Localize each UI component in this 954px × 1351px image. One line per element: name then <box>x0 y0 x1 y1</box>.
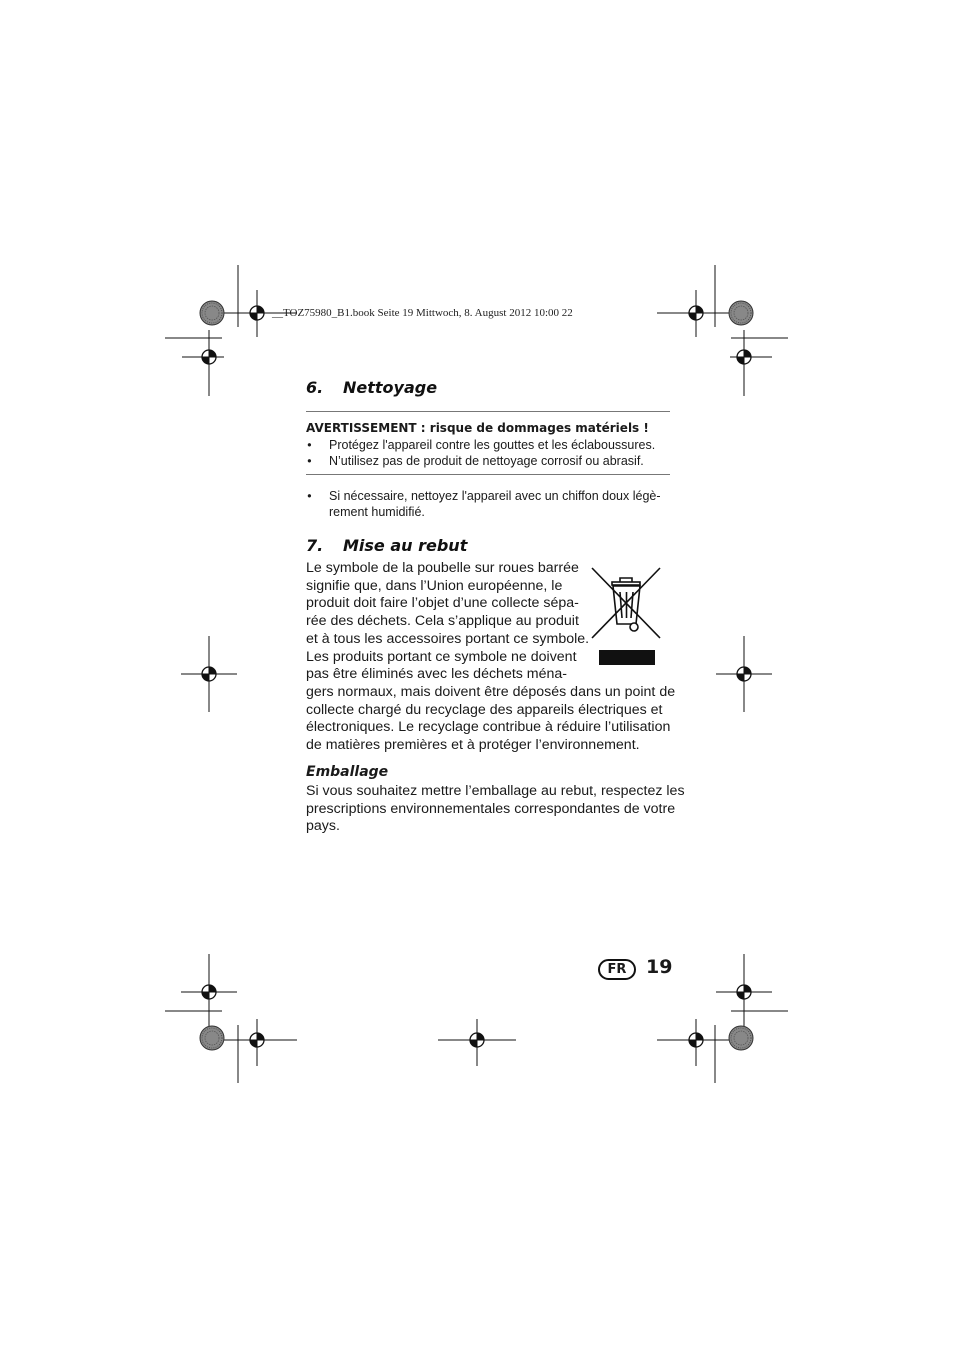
warning-item-text: N’utilisez pas de produit de nettoyage corrosif ou abrasif. <box>329 454 644 468</box>
bullet-icon: • <box>306 454 313 468</box>
language-badge: FR <box>598 959 636 980</box>
disposal-line: électroniques. Le recyclage contribue à réduire l’utilisation <box>306 719 671 736</box>
bullet-icon: • <box>306 489 313 503</box>
disposal-line: pas être éliminés avec les déchets ména- <box>306 666 568 683</box>
section-6-number: 6. <box>306 378 324 397</box>
disposal-line: Les produits portant ce symbole ne doivent <box>306 648 577 665</box>
packaging-paragraph <box>306 783 685 836</box>
disposal-line: et à tous les accessoires portant ce symbole. <box>306 630 590 647</box>
disposal-line: rée des déchets. Cela s’applique au produit <box>306 613 579 630</box>
packaging-line: pays. <box>306 818 340 835</box>
warning-top-rule <box>306 411 670 412</box>
section-7-number: 7. <box>306 536 324 555</box>
warning-bottom-rule <box>306 474 670 475</box>
cleaning-text-line-2: rement humidifié. <box>329 505 425 519</box>
cleaning-text-line-1: Si nécessaire, nettoyez l'appareil avec un chiffon doux légè- <box>329 489 661 503</box>
warning-item <box>306 453 670 469</box>
packaging-line: Si vous souhaitez mettre l’emballage au rebut, respectez les <box>306 783 685 799</box>
section-6-heading <box>306 378 437 397</box>
packaging-heading: Emballage <box>306 764 389 780</box>
section-6-title: Nettoyage <box>343 378 438 397</box>
file-info-line: __TOZ75980_B1.book Seite 19 Mittwoch, 8. August 2012 10:00 22 <box>272 307 573 319</box>
disposal-line: collecte chargé du recyclage des appareils électriques et <box>306 701 663 718</box>
crossed-out-wheelie-bin-icon <box>590 566 662 670</box>
disposal-line: gers normaux, mais doivent être déposés dans un point de <box>306 683 676 700</box>
section-7-title: Mise au rebut <box>343 536 468 555</box>
packaging-line: prescriptions environnementales correspondantes de votre <box>306 800 676 817</box>
warning-item <box>306 437 670 453</box>
bullet-icon: • <box>306 438 313 452</box>
cleaning-bullet <box>306 488 670 520</box>
disposal-line: de matières premières et à protéger l’environnement. <box>306 737 640 754</box>
disposal-line: signifie que, dans l’Union européenne, le <box>306 577 563 594</box>
section-7-heading <box>306 536 467 555</box>
warning-item-text: Protégez l'appareil contre les gouttes et les éclaboussures. <box>329 438 656 452</box>
disposal-line: Le symbole de la poubelle sur roues barrée <box>306 560 579 576</box>
page-number: 19 <box>646 956 673 978</box>
warning-title: AVERTISSEMENT : risque de dommages matériels ! <box>306 421 649 435</box>
disposal-line: produit doit faire l’objet d’une collecte sépa- <box>306 595 579 612</box>
